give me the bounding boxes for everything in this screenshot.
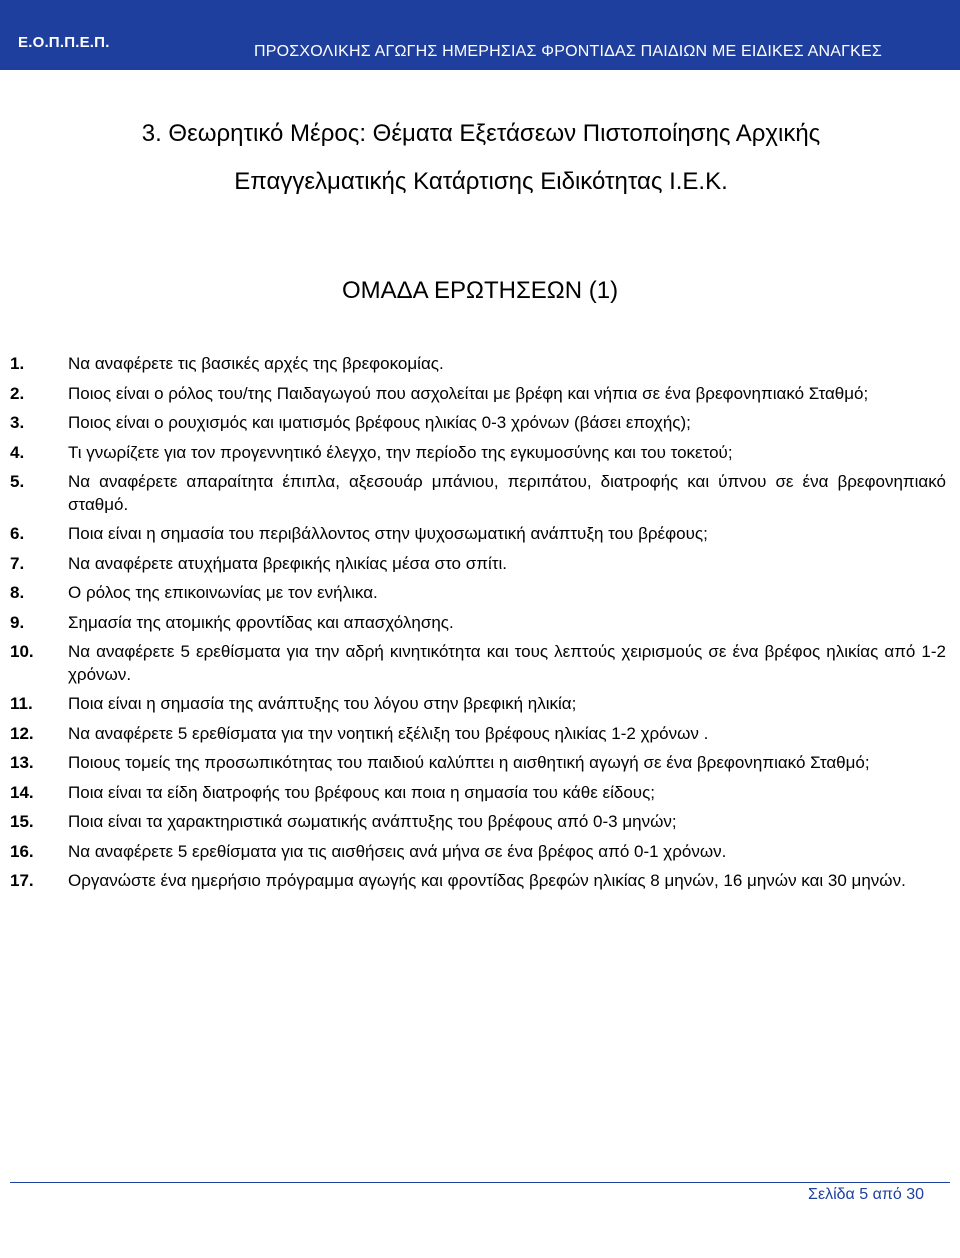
question-text: Να αναφέρετε 5 ερεθίσματα για τις αισθήσεις ανά μήνα σε ένα βρέφος από 0-1 χρόνων. — [68, 841, 727, 861]
question-number: 11. — [10, 694, 33, 713]
question-item — [10, 523, 946, 546]
question-item — [10, 641, 946, 686]
question-item — [10, 553, 946, 576]
question-item — [10, 870, 946, 893]
section-title: 3. Θεωρητικό Μέρος: Θέματα Εξετάσεων Πιστοποίησης Αρχικής Επαγγελματικής Κατάρτισης Ειδικότητας Ι.Ε.Κ. — [141, 120, 821, 195]
question-number: 9. — [10, 612, 25, 632]
question-item — [10, 383, 946, 406]
question-item — [10, 811, 946, 834]
question-text: Σημασία της ατομικής φροντίδας και απασχόλησης. — [68, 612, 454, 632]
question-number: 5. — [10, 472, 25, 491]
question-number: 17. — [10, 871, 34, 890]
header-subtitle: ΠΡΟΣΧΟΛΙΚΗΣ ΑΓΩΓΗΣ ΗΜΕΡΗΣΙΑΣ ΦΡΟΝΤΙΔΑΣ ΠΑΙΔΙΩΝ ΜΕ ΕΙΔΙΚΕΣ ΑΝΑΓΚΕΣ — [253, 43, 882, 60]
question-text: Ποιος είναι ο ρουχισμός και ιματισμός βρέφους ηλικίας 0-3 χρόνων (βάσει εποχής); — [68, 413, 691, 432]
question-number: 14. — [10, 782, 34, 802]
question-item — [10, 442, 946, 465]
question-text: Οργανώστε ένα ημερήσιο πρόγραμμα αγωγής και φροντίδας βρεφών ηλικίας 8 μηνών, 16 μηνών και 30 μηνών. — [68, 871, 906, 890]
question-item — [10, 471, 946, 516]
question-text: Να αναφέρετε ατυχήματα βρεφικής ηλικίας μέσα στο σπίτι. — [68, 553, 507, 573]
question-item — [10, 412, 946, 435]
question-text: Να αναφέρετε 5 ερεθίσματα για την νοητική εξέλιξη του βρέφους ηλικίας 1-2 χρόνων . — [68, 723, 709, 743]
question-text: Ποια είναι τα είδη διατροφής του βρέφους και ποια η σημασία του κάθε είδους; — [68, 782, 656, 802]
question-text: Τι γνωρίζετε για τον προγεννητικό έλεγχο, την περίοδο της εγκυμοσύνης και του τοκετού; — [68, 442, 733, 462]
question-number: 1. — [10, 354, 25, 373]
question-number: 13. — [10, 753, 34, 772]
page-number: Σελίδα 5 από 30 — [808, 1186, 924, 1203]
question-number: 3. — [10, 413, 25, 432]
question-item — [10, 723, 946, 746]
question-number: 7. — [10, 553, 25, 573]
question-text: Ποια είναι η σημασία του περιβάλλοντος στην ψυχοσωματική ανάπτυξη του βρέφους; — [68, 524, 708, 543]
question-number: 15. — [10, 812, 34, 831]
question-text: Ποια είναι τα χαρακτηριστικά σωματικής ανάπτυξης του βρέφους από 0-3 μηνών; — [68, 812, 677, 831]
footer-divider — [10, 1182, 950, 1183]
group-title: ΟΜΑΔΑ ΕΡΩΤΗΣΕΩΝ (1) — [341, 277, 619, 304]
question-item — [10, 841, 946, 864]
question-number: 8. — [10, 583, 25, 602]
question-number: 12. — [10, 723, 34, 743]
header-org: Ε.Ο.Π.Π.Ε.Π. — [18, 34, 110, 51]
question-number: 10. — [10, 642, 34, 661]
question-number: 4. — [10, 442, 25, 462]
question-number: 6. — [10, 524, 25, 543]
page-header — [0, 0, 960, 70]
question-text: Ο ρόλος της επικοινωνίας με τον ενήλικα. — [68, 583, 378, 602]
question-text: Ποιος είναι ο ρόλος του/της Παιδαγωγού που ασχολείται με βρέφη και νήπια σε ένα βρεφονηπιακό Σταθμό; — [68, 383, 869, 403]
question-text: Να αναφέρετε 5 ερεθίσματα για την αδρή κινητικότητα και τους λεπτούς χειρισμούς σε ένα βρέφος ηλικίας από 1-2 χρόνων. — [68, 642, 946, 684]
question-text: Ποια είναι η σημασία της ανάπτυξης του λόγου στην βρεφική ηλικία; — [68, 694, 577, 713]
question-item — [10, 782, 946, 805]
question-item — [10, 693, 946, 716]
question-item — [10, 752, 946, 775]
question-text: Ποιους τομείς της προσωπικότητας του παιδιού καλύπτει η αισθητική αγωγή σε ένα βρεφονηπιακό Σταθμό; — [68, 753, 870, 772]
question-text: Να αναφέρετε τις βασικές αρχές της βρεφοκομίας. — [68, 354, 444, 373]
question-item — [10, 612, 946, 635]
question-number: 16. — [10, 841, 34, 861]
question-list — [10, 353, 946, 900]
question-item — [10, 353, 946, 376]
question-text: Να αναφέρετε απαραίτητα έπιπλα, αξεσουάρ μπάνιου, περιπάτου, διατροφής και ύπνου σε ένα βρεφονηπιακό σταθμό. — [68, 472, 946, 514]
question-number: 2. — [10, 383, 25, 403]
question-item — [10, 582, 946, 605]
